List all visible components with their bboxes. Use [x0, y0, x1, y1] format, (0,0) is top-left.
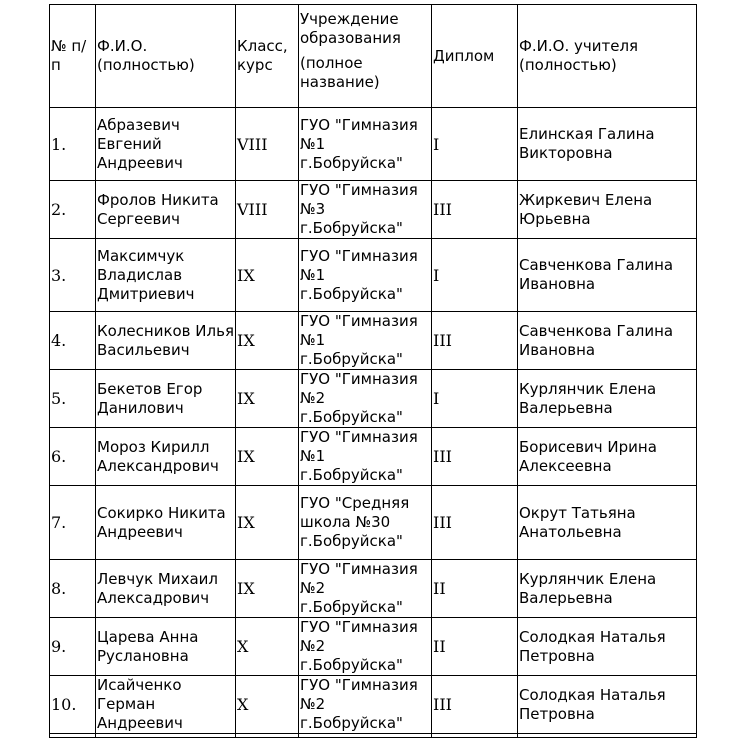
header-school-title: Учреждение образования [300, 10, 401, 47]
row-number: 8. [50, 560, 96, 618]
table-row [50, 618, 697, 676]
row-number: 10. [50, 676, 96, 734]
table-row [50, 181, 697, 239]
header-fio: Ф.И.О. (полностью) [96, 5, 236, 108]
row-number: 9. [50, 618, 96, 676]
school-cell: ГУО "Гимназия №2 г.Бобруйска" [299, 618, 432, 676]
school-cell: ГУО "Гимназия №3 г.Бобруйска" [299, 181, 432, 239]
teacher-name: Солодкая Наталья Петровна [518, 618, 697, 676]
teacher-name: Курлянчик Елена Валерьевна [518, 370, 697, 428]
table-row [50, 676, 697, 734]
row-number: 2. [50, 181, 96, 239]
table-continuation-row [50, 734, 697, 738]
student-name: Максимчук Владислав Дмитриевич [96, 239, 236, 312]
diploma-cell: III [432, 181, 518, 239]
table-row [50, 108, 697, 181]
student-name: Мороз Кирилл Александрович [96, 428, 236, 486]
school-cell: ГУО "Средняя школа №30 г.Бобруйска" [299, 486, 432, 560]
row-number: 4. [50, 312, 96, 370]
teacher-name: Жиркевич Елена Юрьевна [518, 181, 697, 239]
header-diploma: Диплом [432, 5, 518, 108]
school-cell: ГУО "Гимназия №1 г.Бобруйска" [299, 312, 432, 370]
teacher-name: Курлянчик Елена Валерьевна [518, 560, 697, 618]
diploma-cell: II [432, 560, 518, 618]
teacher-name: Елинская Галина Викторовна [518, 108, 697, 181]
row-number: 5. [50, 370, 96, 428]
student-name: Сокирко Никита Андреевич [96, 486, 236, 560]
class-cell: IX [236, 239, 299, 312]
table-row [50, 560, 697, 618]
teacher-name: Савченкова Галина Ивановна [518, 239, 697, 312]
class-cell: X [236, 676, 299, 734]
school-cell: ГУО "Гимназия №1 г.Бобруйска" [299, 108, 432, 181]
header-teacher: Ф.И.О. учителя (полностью) [518, 5, 697, 108]
diploma-cell: III [432, 312, 518, 370]
teacher-name: Окрут Татьяна Анатольевна [518, 486, 697, 560]
class-cell: IX [236, 312, 299, 370]
student-name: Абразевич Евгений Андреевич [96, 108, 236, 181]
table-row [50, 370, 697, 428]
school-cell: ГУО "Гимназия №2 г.Бобруйска" [299, 676, 432, 734]
diploma-cell: III [432, 486, 518, 560]
student-name: Фролов Никита Сергеевич [96, 181, 236, 239]
student-name: Бекетов Егор Данилович [96, 370, 236, 428]
header-number: № п/п [50, 5, 96, 108]
diploma-cell: II [432, 618, 518, 676]
teacher-name: Борисевич Ирина Алексеевна [518, 428, 697, 486]
header-class: Класс, курс [236, 5, 299, 108]
results-table [49, 4, 697, 738]
class-cell: VIII [236, 181, 299, 239]
header-school-note: (полное название) [300, 54, 380, 91]
student-name: Левчук Михаил Алексадрович [96, 560, 236, 618]
student-name: Исайченко Герман Андреевич [96, 676, 236, 734]
class-cell: X [236, 618, 299, 676]
student-name: Колесников Илья Васильевич [96, 312, 236, 370]
class-cell: IX [236, 486, 299, 560]
row-number: 1. [50, 108, 96, 181]
table-row [50, 486, 697, 560]
row-number: 3. [50, 239, 96, 312]
diploma-cell: III [432, 676, 518, 734]
teacher-name: Савченкова Галина Ивановна [518, 312, 697, 370]
school-cell: ГУО "Гимназия №2 г.Бобруйска" [299, 560, 432, 618]
diploma-cell: III [432, 428, 518, 486]
table-row [50, 239, 697, 312]
school-cell: ГУО "Гимназия №1 г.Бобруйска" [299, 239, 432, 312]
school-cell: ГУО "Гимназия №1 г.Бобруйска" [299, 428, 432, 486]
class-cell: IX [236, 428, 299, 486]
student-name: Царева Анна Руслановна [96, 618, 236, 676]
row-number: 7. [50, 486, 96, 560]
table-row [50, 312, 697, 370]
teacher-name: Солодкая Наталья Петровна [518, 676, 697, 734]
class-cell: IX [236, 370, 299, 428]
school-cell: ГУО "Гимназия №2 г.Бобруйска" [299, 370, 432, 428]
class-cell: VIII [236, 108, 299, 181]
diploma-cell: I [432, 370, 518, 428]
diploma-cell: I [432, 239, 518, 312]
header-school [299, 5, 432, 108]
table-header-row [50, 5, 697, 108]
row-number: 6. [50, 428, 96, 486]
class-cell: IX [236, 560, 299, 618]
table-row [50, 428, 697, 486]
diploma-cell: I [432, 108, 518, 181]
